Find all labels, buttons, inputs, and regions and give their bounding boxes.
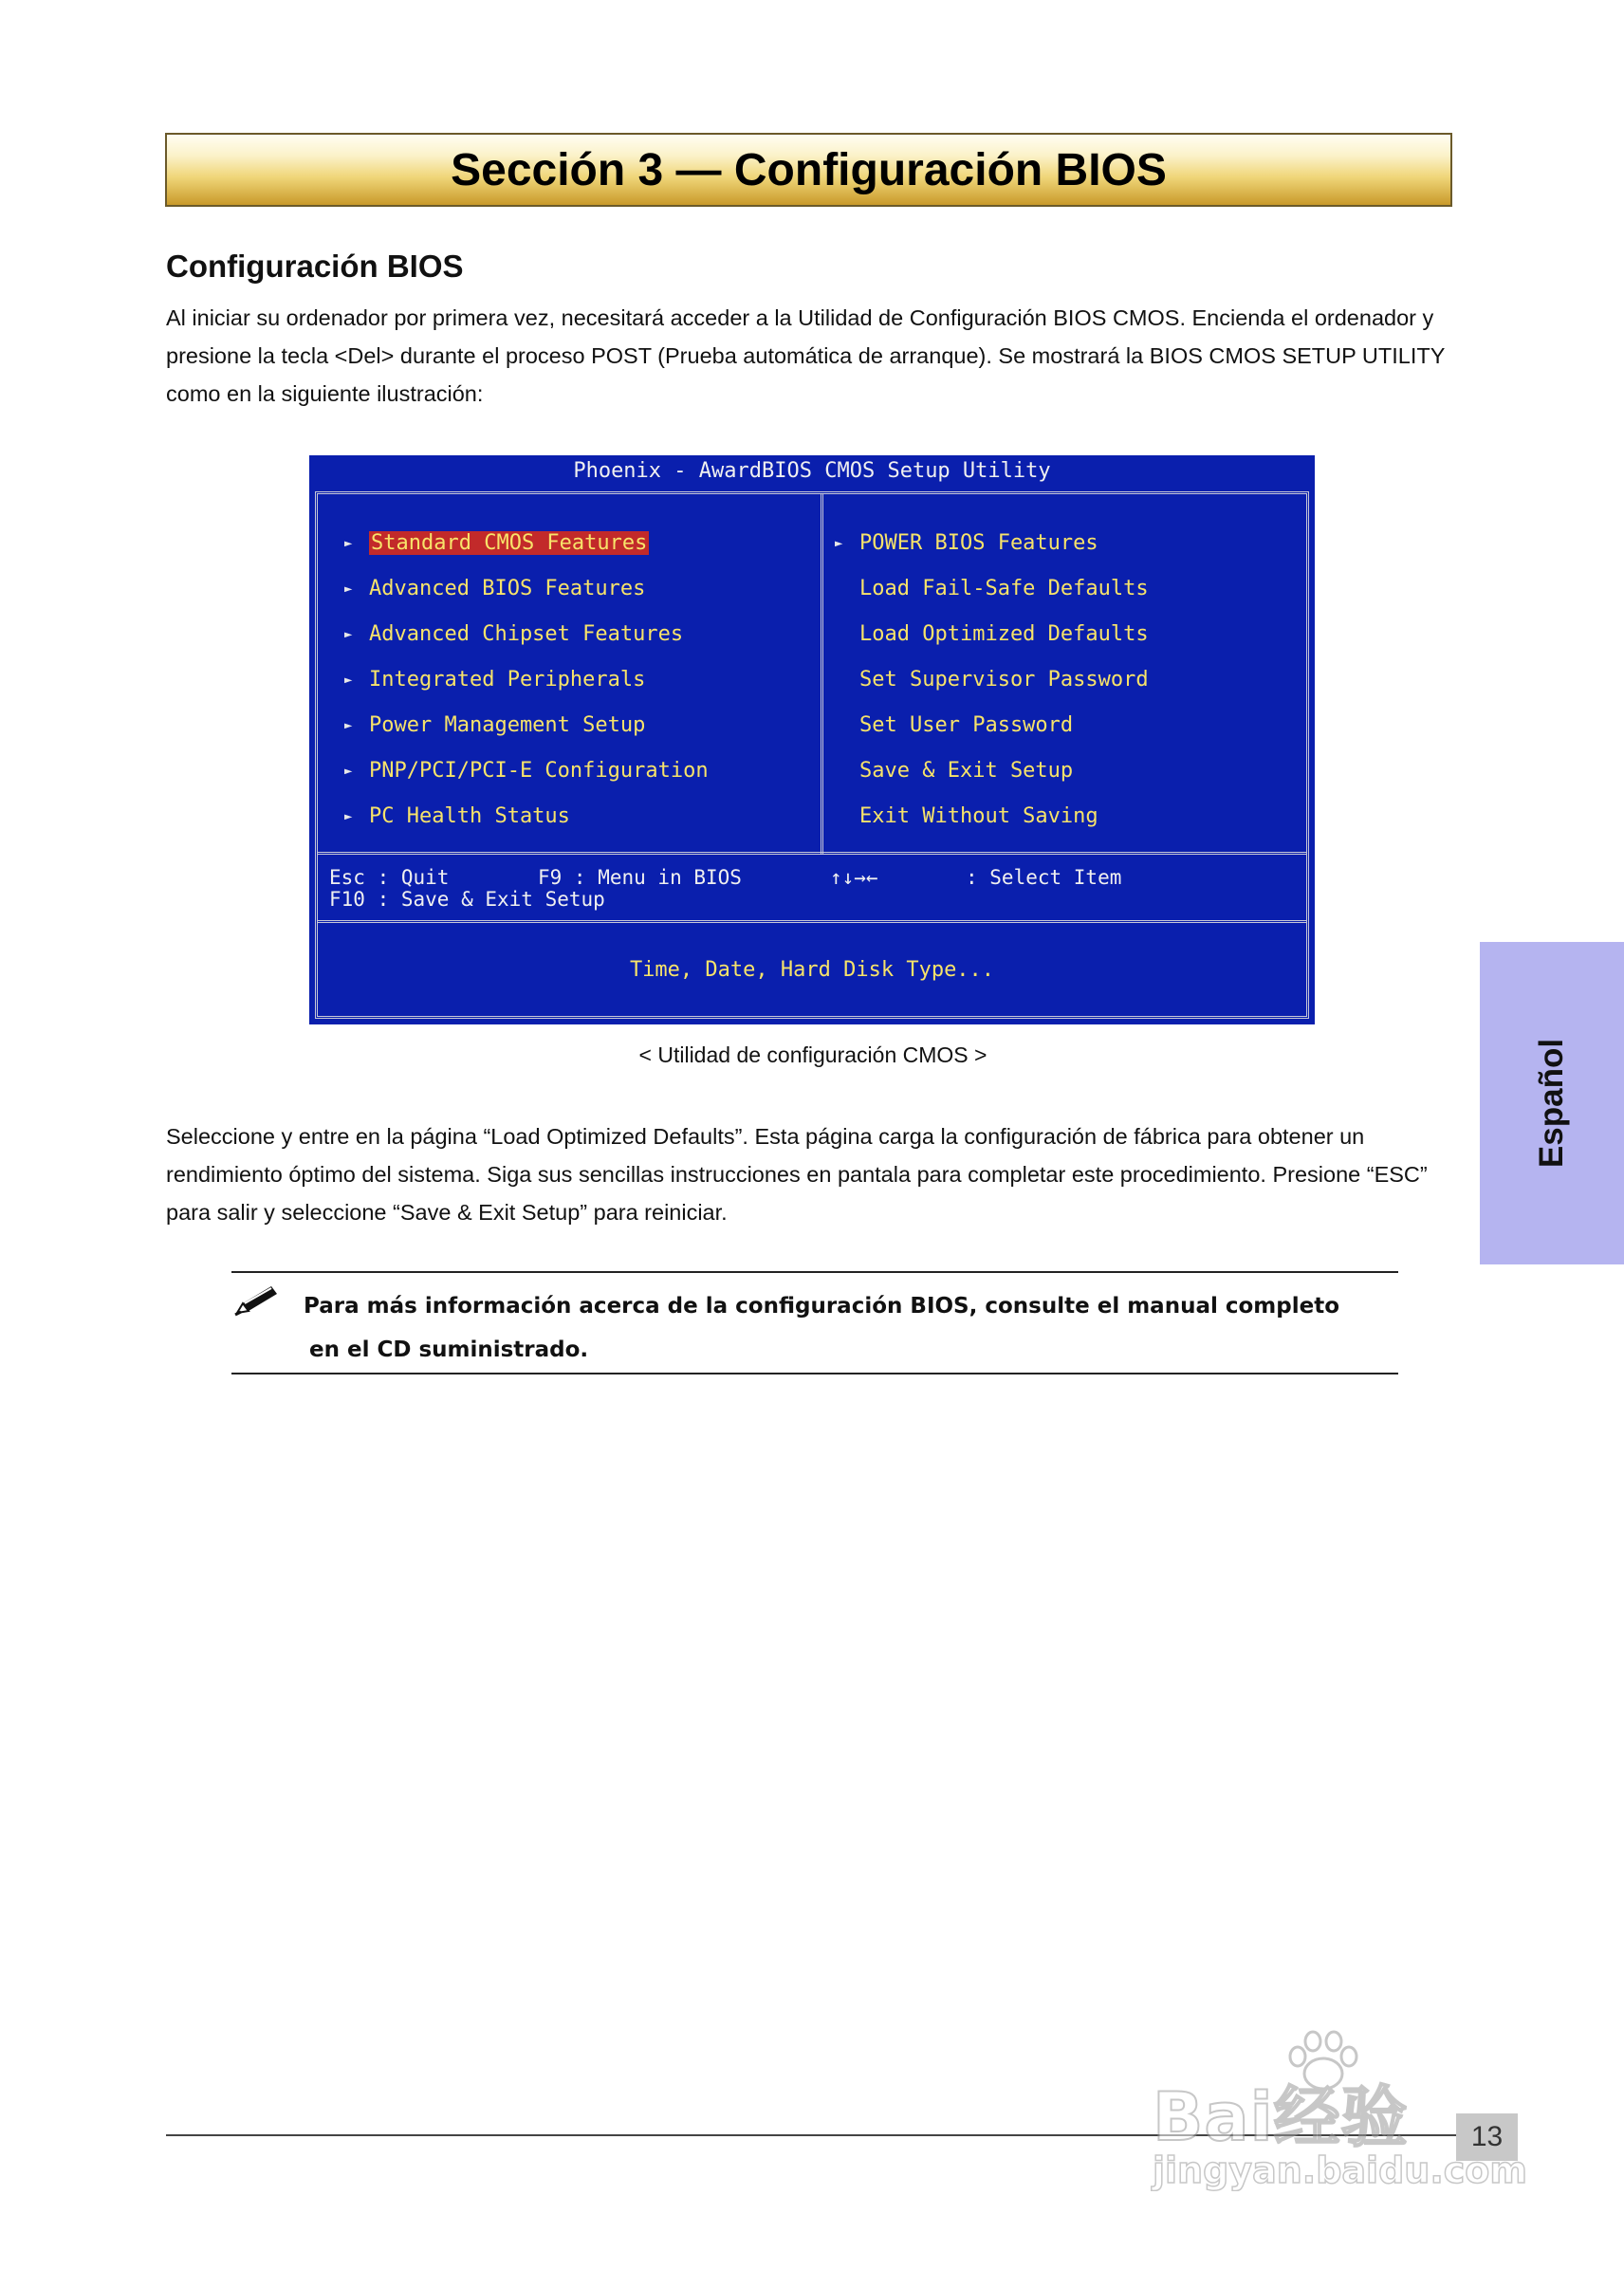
bios-title: Phoenix - AwardBIOS CMOS Setup Utility [573, 459, 1051, 483]
bios-key-select: : Select Item [966, 866, 1122, 889]
triangle-right-icon: ► [835, 536, 843, 551]
triangle-right-icon: ► [344, 764, 353, 779]
bios-menu-panel [318, 494, 1306, 855]
bios-menu-item[interactable] [344, 748, 709, 794]
pencil-icon [233, 1282, 283, 1317]
note-line-1: Para más información acerca de la configuración BIOS, consulte el manual completo [304, 1294, 1339, 1319]
bios-menu-item[interactable] [344, 794, 709, 839]
bios-menu-item-label: Integrated Peripherals [369, 668, 646, 692]
bios-right-menu [835, 521, 1149, 839]
bios-menu-item[interactable] [344, 657, 709, 703]
bios-menu-item-label: Power Management Setup [369, 713, 646, 737]
triangle-right-icon: ► [344, 809, 353, 824]
bios-menu-item-label: Save & Exit Setup [859, 759, 1074, 783]
bios-key-help [318, 855, 1306, 923]
page-number: 13 [1470, 2121, 1504, 2152]
figure-caption [0, 1042, 1624, 1068]
bios-menu-item[interactable] [835, 566, 1149, 612]
watermark-url: jingyan.baidu.com [1153, 2149, 1527, 2191]
bios-menu-item-label: PC Health Status [369, 804, 570, 828]
bios-menu-item-label: Standard CMOS Features [371, 531, 648, 555]
page-heading: Configuración BIOS [166, 249, 464, 284]
bios-menu-item[interactable] [344, 521, 709, 566]
bios-menu-item[interactable] [835, 657, 1149, 703]
bios-menu-item[interactable] [835, 748, 1149, 794]
bios-menu-item[interactable] [835, 612, 1149, 657]
triangle-right-icon: ► [344, 673, 353, 688]
bios-menu-item-label: Load Fail-Safe Defaults [859, 577, 1149, 600]
bios-menu-item[interactable] [835, 794, 1149, 839]
bios-column-divider [821, 494, 823, 855]
note-bottom-rule [231, 1373, 1398, 1374]
triangle-right-icon: ► [344, 536, 353, 551]
language-label: Español [1533, 1038, 1570, 1169]
bios-key-f9: F9 : Menu in BIOS [538, 866, 742, 889]
note-top-rule [231, 1271, 1398, 1273]
bios-key-esc: Esc : Quit [329, 866, 450, 889]
bios-left-menu [344, 521, 709, 839]
bios-menu-item-label: Set Supervisor Password [859, 668, 1149, 692]
bios-menu-item-label: POWER BIOS Features [859, 531, 1098, 555]
note-line-2: en el CD suministrado. [309, 1337, 589, 1362]
figure-caption-text: < Utilidad de configuración CMOS > [638, 1042, 987, 1067]
bios-menu-item-label: PNP/PCI/PCI-E Configuration [369, 759, 709, 783]
bios-menu-item-label: Exit Without Saving [859, 804, 1098, 828]
bios-menu-item-label: Advanced Chipset Features [369, 622, 684, 646]
section-title: Sección 3 — Configuración BIOS [451, 144, 1167, 195]
watermark-logo: Bai经验 [1153, 2078, 1409, 2156]
bios-menu-item-label: Advanced BIOS Features [369, 577, 646, 600]
intro-paragraph: Al iniciar su ordenador por primera vez, necesitará acceder a la Utilidad de Configuración BIOS CMOS. Encienda el ordenador y presione la tecla <Del> durante el proceso POST (Prueba automática de arranque). Se mostrará la BIOS CMOS SETUP UTILITY como en la siguiente ilustración: [166, 305, 1445, 406]
triangle-right-icon: ► [344, 627, 353, 642]
note-text [304, 1284, 1394, 1372]
bios-menu-item[interactable] [344, 612, 709, 657]
arrow-keys-icon: ↑↓→← [830, 866, 878, 889]
body-paragraph: Seleccione y entre en la página “Load Optimized Defaults”. Esta página carga la configuración de fábrica para obtener un rendimiento óptimo del sistema. Siga sus sencillas instrucciones en pantala para completar este procedimiento. Presione “ESC” para salir y seleccione “Save & Exit Setup” para reiniciar. [166, 1124, 1428, 1225]
bios-menu-item[interactable] [344, 566, 709, 612]
bios-menu-item[interactable] [835, 521, 1149, 566]
bios-frame [315, 491, 1309, 1019]
triangle-right-icon: ► [344, 718, 353, 733]
bios-item-description: Time, Date, Hard Disk Type... [629, 958, 995, 982]
bios-menu-item[interactable] [835, 703, 1149, 748]
bios-screenshot [309, 455, 1315, 1024]
bios-menu-item-label: Set User Password [859, 713, 1074, 737]
triangle-right-icon: ► [344, 581, 353, 597]
section-banner [165, 133, 1452, 207]
baidu-watermark [1153, 2028, 1532, 2208]
language-side-tab [1480, 942, 1624, 1264]
bios-menu-item-label: Load Optimized Defaults [859, 622, 1149, 646]
bios-key-f10: F10 : Save & Exit Setup [329, 888, 605, 911]
bios-menu-item[interactable] [344, 703, 709, 748]
